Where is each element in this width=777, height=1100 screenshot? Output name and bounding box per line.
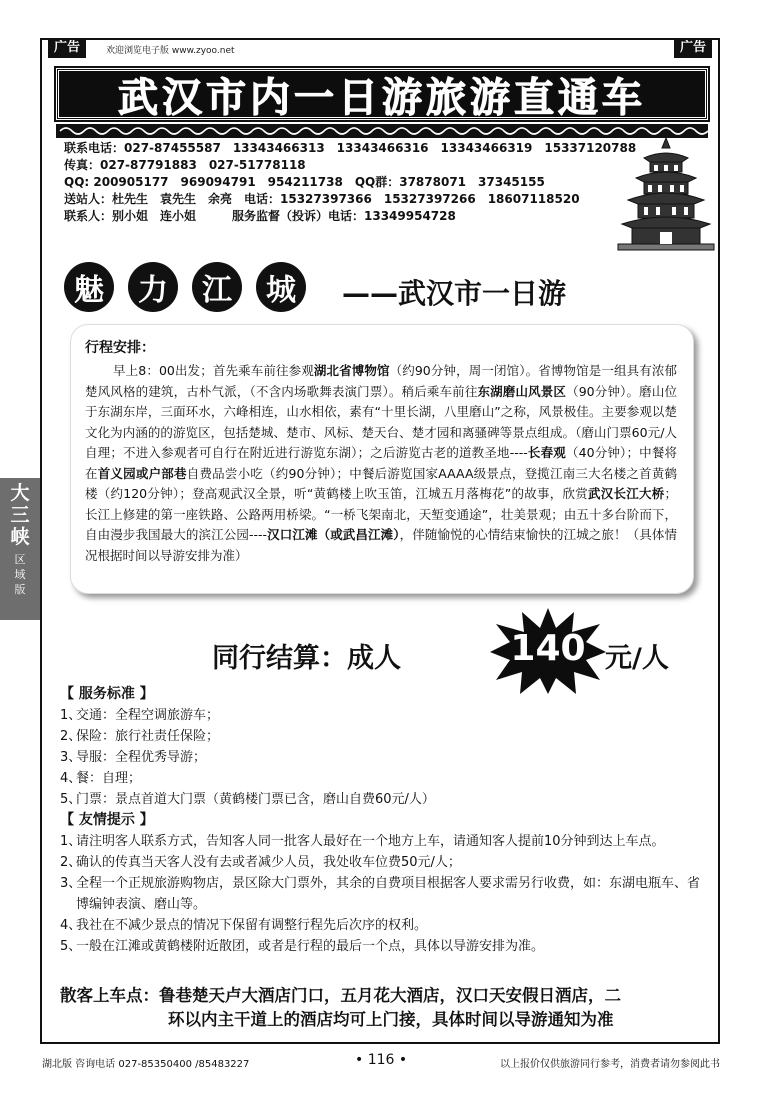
banner-title: 武汉市内一日游旅游直通车 [118,74,646,121]
pickup-line: 环以内主干道上的酒店均可上门接，具体时间以导游通知为准 [168,1010,614,1029]
charm-char: 魅 [64,262,114,312]
price-label: 同行结算：成人 [212,643,401,674]
friendly-tips [60,810,708,957]
yellow-crane-tower-icon [614,136,718,254]
itinerary-box [70,324,694,594]
scroll-ornament-icon [56,124,708,138]
highlight-spot: 汉口江滩（或武昌江滩） [267,527,400,542]
charm-char: 江 [192,262,242,312]
list-item: 2、 确认的传真当天客人没有去或者减少人员，我处收车位费50元/人； [60,855,461,870]
list-item: 2、 保险：旅行社责任保险； [60,729,220,744]
list-item: 1、 请注明客人联系方式，告知客人同一批客人最好在一个地方上车，请通知客人提前10分钟到达上车点。 [60,834,665,849]
charm-char: 力 [128,262,178,312]
ad-label-left: 广告 [48,38,86,58]
highlight-spot: 武汉长江大桥 [587,486,665,501]
itinerary-text: 早上8：00出发；首先乘车前往参观湖北省博物馆（约90分钟，周一闭馆）。省博物馆是一组具有浓郁楚风风格的建筑，古朴气派，（不含内场歌舞表演门票）。稍后乘车前往东湖磨山风景区（90分钟）。磨山位于东湖东岸，三面环水，六峰相连，山水相依，素有“十里长湖，八里磨山”之称，风景极佳。主要参观以楚文化为内涵的的游览区，包括楚城、楚市、风标、楚天台、楚才园和离骚碑等景点组成。（磨山门票60元/人自理；不进入参观者可自行在附近进行游览东湖）；之后游览古老的道教圣地----长春观（40分钟）；中餐将在首义园或户部巷自费品尝小吃（约90分钟）；中餐后游览国家AAAA级景点，登揽江南三大名楼之首黄鹤楼（约120分钟）；登高观武汉全景，听“黄鹤楼上吹玉笛，江城五月落梅花”的故事，欣赏武汉长江大桥；长江上修建的第一座铁路、公路两用桥梁。“一桥飞架南北，天堑变通途”，壮美景观；由五十多台阶而下，自由漫步我国最大的滨江公园----汉口江滩（或武昌江滩），伴随愉悦的心情结束愉快的江城之旅！（具体情况根据时间以导游安排为准） [85,363,677,563]
list-item: 5、 门票：景点首道大门票（黄鹤楼门票已含，磨山自费60元/人） [60,792,435,807]
highlight-spot: 东湖磨山风景区 [477,383,567,399]
list-item: 3、 全程一个正规旅游购物店，景区除大门票外，其余的自费项目根据客人要求需另行收费，如：东湖电瓶车、省博编钟表演、磨山等。 [60,876,701,912]
charm-subtitle: ——武汉市一日游 [342,277,567,310]
price-amount: 140 [510,628,586,669]
list-item: 1、 交通：全程空调旅游车； [60,708,220,723]
tips-title: 【 友情提示 】 [60,812,154,828]
page-number: • 116 • [355,1052,408,1068]
contact-station: 送站人：杜先生 袁先生 余亮 电话：15327397366 15327397266 18607118520 [64,192,580,206]
contact-fax: 传真：027-87791883 027-51778118 [64,158,306,172]
region-side-tab [0,478,40,620]
contact-phones: 联系电话：027-87455587 13343466313 13343466316 13343466319 15337120788 [64,141,637,155]
region-name: 大 三 峡 [10,482,30,548]
price-unit: 元/人 [605,643,669,674]
footer-contact: 湖北版 咨询电话 027-85350400 /85483227 [42,1059,250,1070]
footer-disclaimer: 以上报价仅供旅游同行参考，消费者请勿参阅此书 [500,1059,720,1070]
pickup-points [60,984,712,1032]
price-section [42,606,720,696]
ad-label-right: 广告 [674,38,712,58]
service-standards [60,684,708,810]
list-item: 3、 导服：全程优秀导游； [60,750,207,765]
welcome-text: 欢迎浏览电子版 www.zyoo.net [106,46,235,56]
list-item: 4、 我社在不减少景点的情况下保留有调整行程先后次序的权利。 [60,918,428,933]
contact-block [64,140,637,225]
highlight-spot: 首义园或户部巷 [97,465,187,481]
region-edition: 区 域 版 [14,553,26,596]
title-banner [56,68,708,120]
itinerary-title: 行程安排： [85,340,155,356]
service-title: 【 服务标准 】 [60,686,154,702]
list-item: 4、 餐：自理； [60,771,142,786]
charm-heading [64,260,320,314]
list-item: 5、 一般在江滩或黄鹤楼附近散团，或者是行程的最后一个点，具体以导游安排为准。 [60,939,545,954]
page-footer [42,1052,720,1072]
highlight-spot: 长春观 [527,445,566,460]
charm-char: 城 [256,262,306,312]
pickup-line: 散客上车点：鲁巷楚天卢大酒店门口，五月花大酒店，汉口天安假日酒店，二 [60,986,621,1005]
highlight-spot: 湖北省博物馆 [313,363,390,378]
ad-page [40,38,720,1044]
contact-people: 联系人：别小姐 连小姐 服务监督（投诉）电话：13349954728 [64,209,456,223]
contact-qq: QQ: 200905177 969094791 954211738 QQ群：37878071 37345155 [64,175,545,189]
